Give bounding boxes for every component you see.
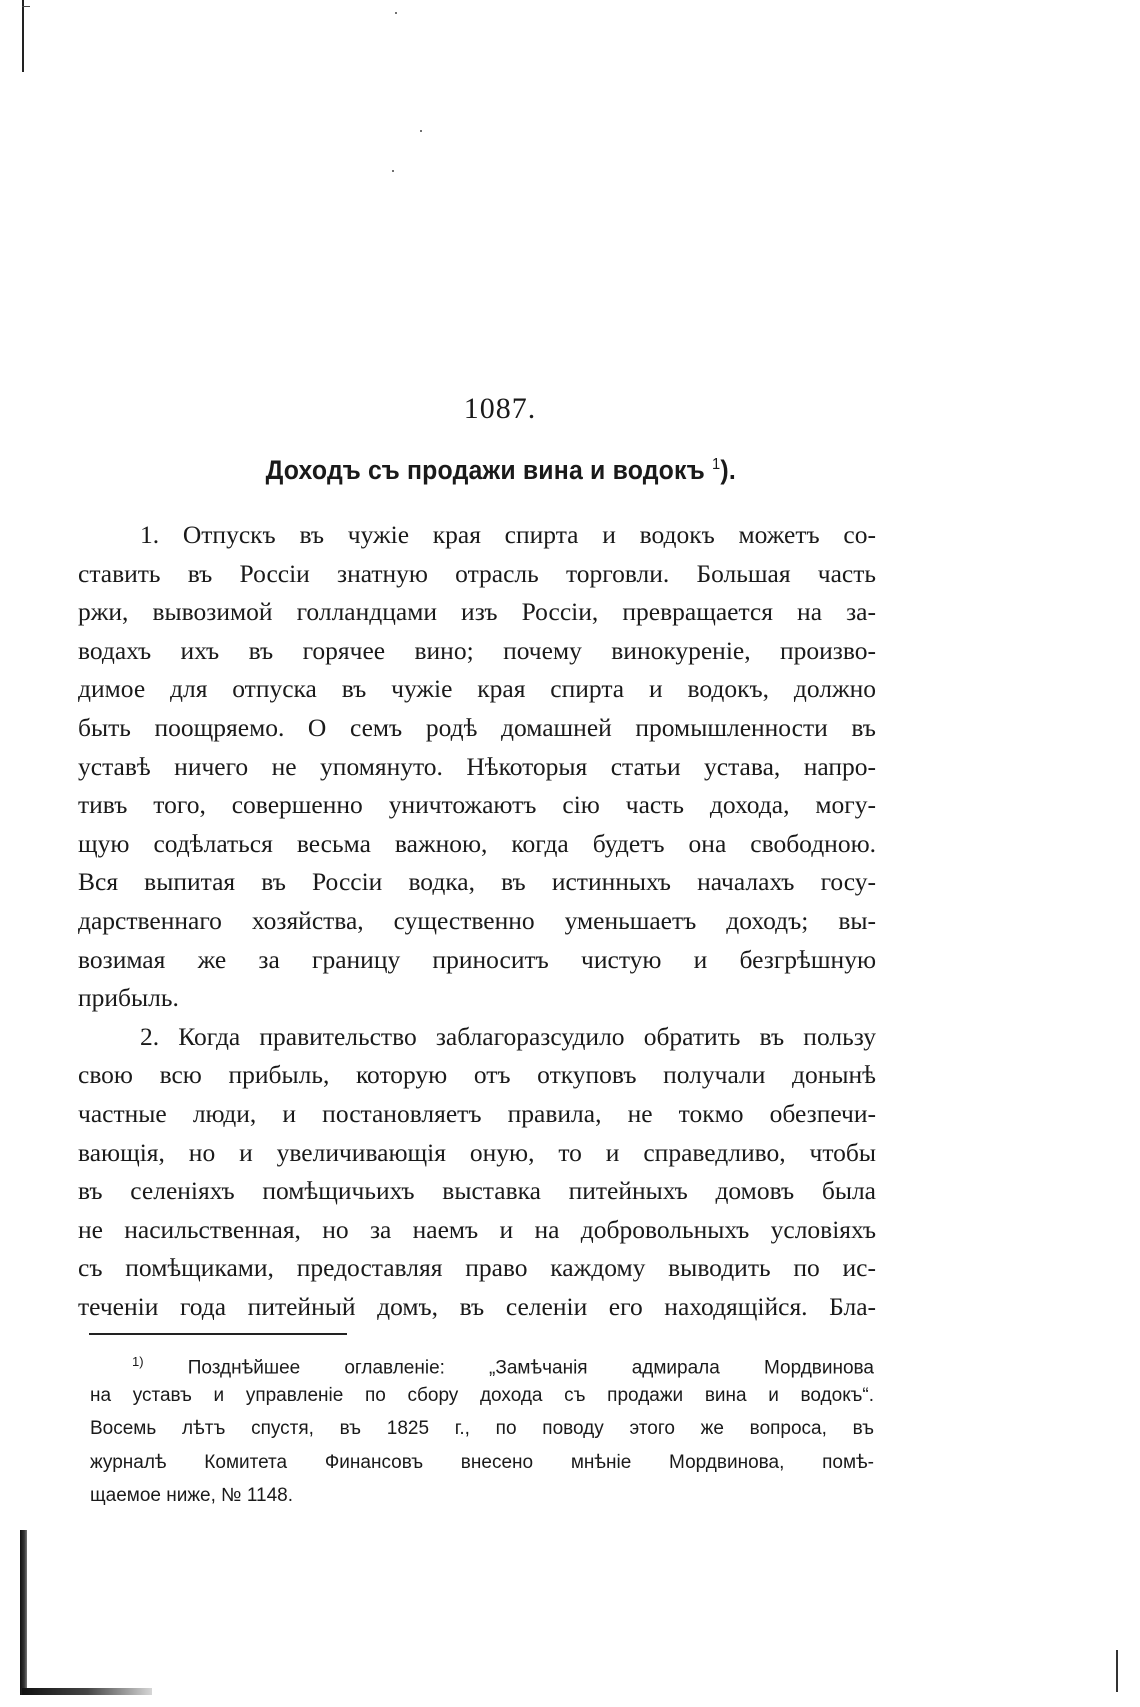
scan-edge-tick (22, 6, 30, 7)
paragraph-1-line: Вся выпитая въ Россіи водка, въ истинныхъ началахъ госу- (78, 867, 876, 897)
paragraph-1-line: прибыль. (78, 983, 179, 1013)
scan-speck (420, 130, 422, 132)
paragraph-1-line: водахъ ихъ въ горячее вино; почему винокуреніе, произво- (78, 635, 876, 665)
scan-edge-mark (22, 0, 24, 72)
paragraph-2-line: частные люди, и постановляетъ правила, не токмо обезпечи- (78, 1098, 876, 1128)
scan-edge-mark (1116, 1650, 1118, 1692)
paragraph-1-line: щую содѣлаться весьма важною, когда будетъ она свободною. (78, 828, 876, 858)
footnote-line: щаемое ниже, № 1148. (90, 1485, 293, 1506)
paragraph-2-line: съ помѣщиками, предоставляя право каждому выводить по ис- (78, 1253, 876, 1283)
document-title-text: Доходъ съ продажи вина и водокъ (265, 455, 705, 485)
paragraph-2-line: не насильственная, но за наемъ и на добровольныхъ условіяхъ (78, 1214, 876, 1244)
scan-speck (392, 170, 394, 172)
document-body (78, 516, 876, 1326)
document-title (41, 455, 961, 486)
footnote-reference: 1 (712, 456, 721, 473)
paragraph-1-line: возимая же за границу приноситъ чистую и безгрѣшную (78, 944, 876, 974)
paragraph-1-line: тивъ того, совершенно уничтожаютъ сію часть дохода, могу- (78, 790, 876, 820)
paragraph-2-line: вающія, но и увеличивающія оную, то и справедливо, чтобы (78, 1137, 876, 1167)
document-title-suffix: ). (720, 455, 736, 485)
footnote-divider (89, 1333, 347, 1335)
paragraph-1-line: дарственнаго хозяйства, существенно уменьшаетъ доходъ; вы- (78, 905, 876, 935)
paragraph-1-line: уставѣ ничего не упомянуто. Нѣкоторыя статьи устава, напро- (78, 751, 876, 781)
footnote-line (90, 1345, 874, 1379)
paragraph-2-line: въ селеніяхъ помѣщичьихъ выставка питейныхъ домовъ была (78, 1176, 876, 1206)
footnote (90, 1345, 874, 1513)
paragraph-1-line: ржи, вывозимой голландцами изъ Россіи, превращается на за- (78, 597, 876, 627)
scan-speck (395, 12, 397, 14)
paragraph-2-line: 2. Когда правительство заблагоразсудило обратить въ пользу (140, 1021, 876, 1051)
document-number: 1087. (463, 392, 537, 425)
scan-edge-mark (20, 1530, 27, 1695)
paragraph-1-line: 1. Отпускъ въ чужіе края спирта и водокъ можетъ со- (140, 520, 876, 549)
paragraph-1-line: димое для отпуска въ чужіе края спирта и водокъ, должно (78, 674, 876, 704)
footnote-marker: 1) (132, 1354, 144, 1369)
scan-edge-mark (22, 1688, 152, 1695)
footnote-line: Восемь лѣтъ спустя, въ 1825 г., по поводу этого же вопроса, въ (90, 1418, 874, 1439)
paragraph-1-line: быть поощряемо. О семъ родѣ домашней промышленности въ (78, 712, 876, 742)
paragraph-1-line: ставить въ Россіи знатную отрасль торговли. Большая часть (78, 558, 876, 588)
paragraph-2-line: свою всю прибыль, которую отъ откуповъ получали донынѣ (78, 1060, 876, 1090)
footnote-line: на уставъ и управленіе по сбору дохода съ продажи вина и водокъ“. (90, 1384, 874, 1406)
footnote-line: журналѣ Комитета Финансовъ внесено мнѣніе Мордвинова, помѣ- (90, 1451, 874, 1473)
footnote-line-text: Позднѣйшее оглавленіе: „Замѣчанія адмирала Мордвинова (187, 1357, 874, 1379)
paragraph-2-line: теченіи года питейный домъ, въ селеніи его находящійся. Бла- (78, 1291, 876, 1321)
